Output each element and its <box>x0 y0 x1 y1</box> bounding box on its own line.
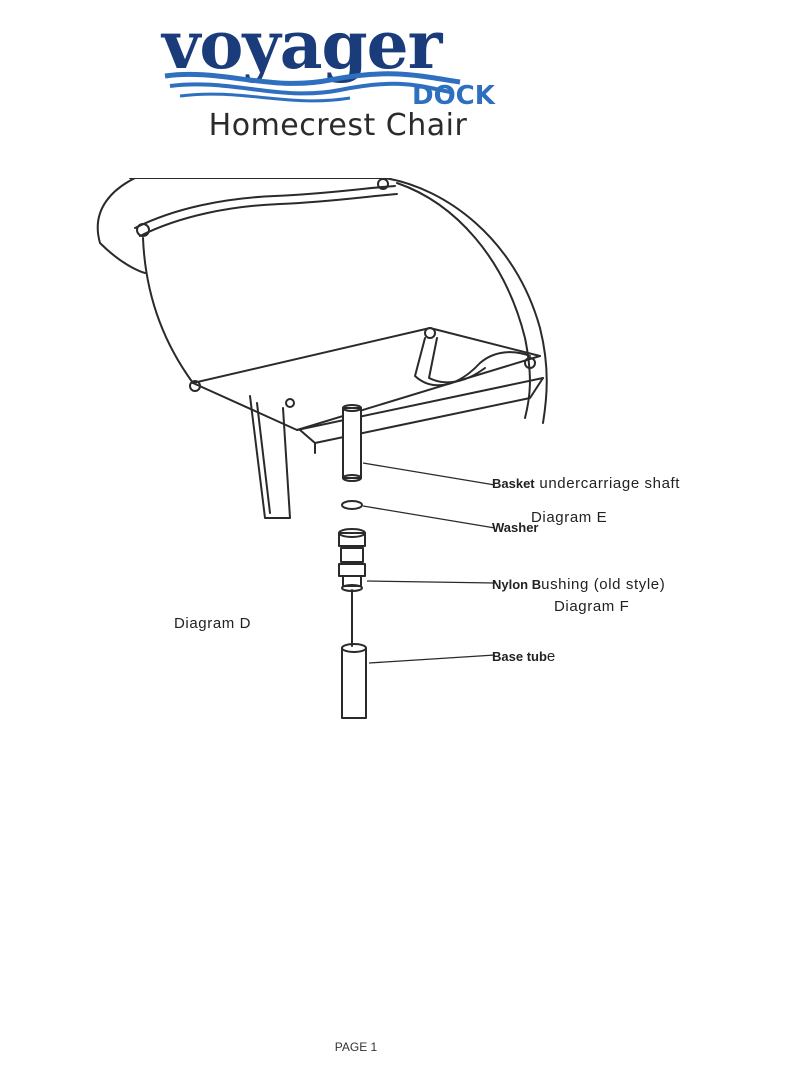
voyager-dock-logo <box>160 10 520 110</box>
nylon-bushing-label <box>492 576 665 593</box>
page-title: Homecrest Chair <box>208 108 468 143</box>
page-number: PAGE 1 <box>334 1040 378 1054</box>
svg-text:DOCK: DOCK <box>412 81 495 110</box>
svg-text:voyager: voyager <box>162 10 442 84</box>
base-label-bold: Base tub <box>492 649 547 664</box>
chair-exploded-diagram <box>85 178 555 723</box>
nylon-label-bold: Nylon B <box>492 577 542 592</box>
diagram-d-label: Diagram D <box>174 615 252 632</box>
base-label-rest: e <box>546 648 556 665</box>
basket-label-rest: undercarriage shaft <box>534 475 681 492</box>
basket-label-bold: Basket <box>492 476 535 491</box>
base-tube-label <box>492 648 556 665</box>
diagram-e-label: Diagram E <box>531 509 608 526</box>
diagram-f-label: Diagram F <box>554 598 630 615</box>
nylon-label-rest: ushing (old style) <box>541 576 666 593</box>
basket-shaft-label <box>492 475 680 492</box>
chair-diagram-drawing <box>85 178 555 723</box>
voyager-dock-logo-graphic <box>160 10 520 110</box>
washer-label: Washer <box>492 520 539 535</box>
